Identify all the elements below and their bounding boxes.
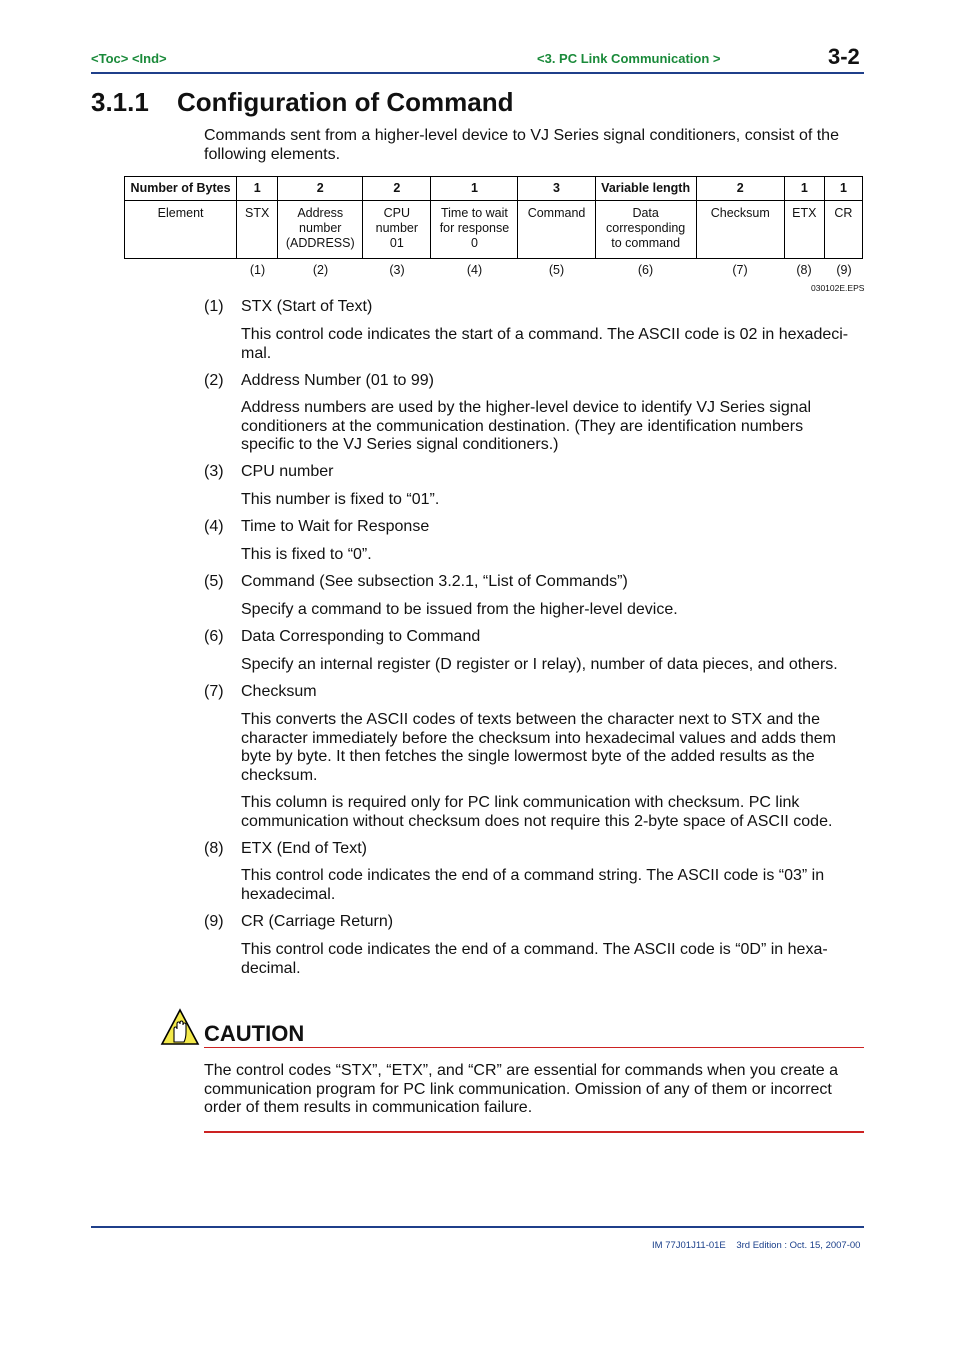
caution-top-rule [204,1047,864,1048]
element-cell: CR [824,201,862,259]
item-heading: CPU number [241,463,334,480]
item-description: This control code indicates the end of a command string. The ASCII code is “03” in hexadecimal. [241,867,825,903]
column-label: (5) [548,263,565,277]
column-label: (7) [732,263,748,277]
command-structure-table [124,176,863,259]
item-description: This number is fixed to “01”. [241,491,440,508]
toc-link[interactable]: <Toc> [91,51,129,66]
item-description: This control code indicates the start of a command. The ASCII code is 02 in hexadeci- mal. [241,326,849,362]
item-heading: STX (Start of Text) [241,298,373,315]
column-label: (6) [637,263,654,277]
item-description: This column is required only for PC link communication with checksum. PC link communication without checksum does not require this 2-byte space of ASCII code. [241,794,833,830]
section-heading [91,87,514,118]
bytes-cell: 3 [518,177,595,201]
item-number: (7) [204,683,224,700]
item-heading: Time to Wait for Response [241,518,430,535]
intro-line: following elements. [204,145,341,163]
column-label: (8) [796,263,812,277]
bytes-cell: 1 [431,177,518,201]
element-cell: Data corresponding to command [595,201,696,259]
element-cell: CPU number 01 [363,201,431,259]
element-cell: STX [237,201,278,259]
column-label: (2) [312,263,329,277]
caution-text: The control codes “STX”, “ETX”, and “CR” are essential for commands when you create a communication program for PC link communication. Omission of any of them or incorrect order of them results in communication failure. [204,1062,839,1116]
item-number: (5) [204,573,224,590]
page-number: 3-2 [828,44,860,69]
footer-doc-id: IM 77J01J11-01E 3rd Edition : Oct. 15, 2007-00 [652,1240,861,1251]
item-heading: CR (Carriage Return) [241,913,394,930]
item-number: (1) [204,298,224,315]
caution-bottom-rule [204,1131,864,1133]
element-header: Element [125,201,237,259]
item-description: This control code indicates the end of a command. The ASCII code is “0D” in hexa- decimal. [241,941,828,977]
section-intro [204,127,864,164]
element-cell: Command [518,201,595,259]
ind-link[interactable]: <Ind> [131,51,167,66]
item-number: (3) [204,463,224,480]
item-number: (2) [204,372,224,389]
bytes-cell: Variable length [595,177,696,201]
bytes-cell: 2 [363,177,431,201]
figure-id: 030102E.EPS [811,283,865,293]
bytes-cell: 2 [278,177,363,201]
item-heading: Address Number (01 to 99) [241,372,434,389]
column-label: (9) [836,263,852,277]
intro-line: Commands sent from a higher-level device to VJ Series signal conditioners, consist of the [204,127,839,144]
item-number: (9) [204,913,224,930]
item-number: (8) [204,840,224,857]
item-description: Specify an internal register (D register or I relay), number of data pieces, and others. [241,656,838,673]
bytes-cell: 1 [824,177,862,201]
bytes-header: Number of Bytes [125,177,237,201]
element-row [125,201,863,259]
chapter-link[interactable]: <3. PC Link Communication > [537,51,721,66]
bytes-cell: 1 [784,177,824,201]
item-number: (4) [204,518,224,535]
element-cell: Checksum [696,201,784,259]
item-heading: ETX (End of Text) [241,840,367,857]
bytes-row [125,177,863,201]
item-description: Address numbers are used by the higher-level device to identify VJ Series signal conditioners at the communication destination. (They are identification numbers specific to the VJ Series signal conditioners.) [241,399,812,453]
item-description: This converts the ASCII codes of texts between the character next to STX and the character immediately before the checksum into hexadecimal values and adds them byte by byte. It then fetches the single lowermost byte of the added results as the checksum. [241,711,836,784]
item-heading: Checksum [241,683,317,700]
element-cell: Address number (ADDRESS) [278,201,363,259]
column-label: (3) [389,263,405,277]
footer-rule [91,1226,864,1228]
column-label: (1) [249,263,266,277]
bytes-cell: 1 [237,177,278,201]
element-cell: ETX [784,201,824,259]
item-heading: Command (See subsection 3.2.1, “List of Commands”) [241,573,628,590]
item-description: Specify a command to be issued from the higher-level device. [241,601,678,618]
item-description: This is fixed to “0”. [241,546,372,563]
item-heading: Data Corresponding to Command [241,628,481,645]
column-label: (4) [466,263,483,277]
header-nav [91,51,167,66]
header-rule [91,72,864,74]
caution-hand-icon [160,1008,200,1046]
caution-title: CAUTION [204,1021,305,1046]
section-title: Configuration of Command [177,87,514,117]
section-number: 3.1.1 [91,87,149,117]
element-cell: Time to wait for response 0 [431,201,518,259]
item-number: (6) [204,628,224,645]
bytes-cell: 2 [696,177,784,201]
